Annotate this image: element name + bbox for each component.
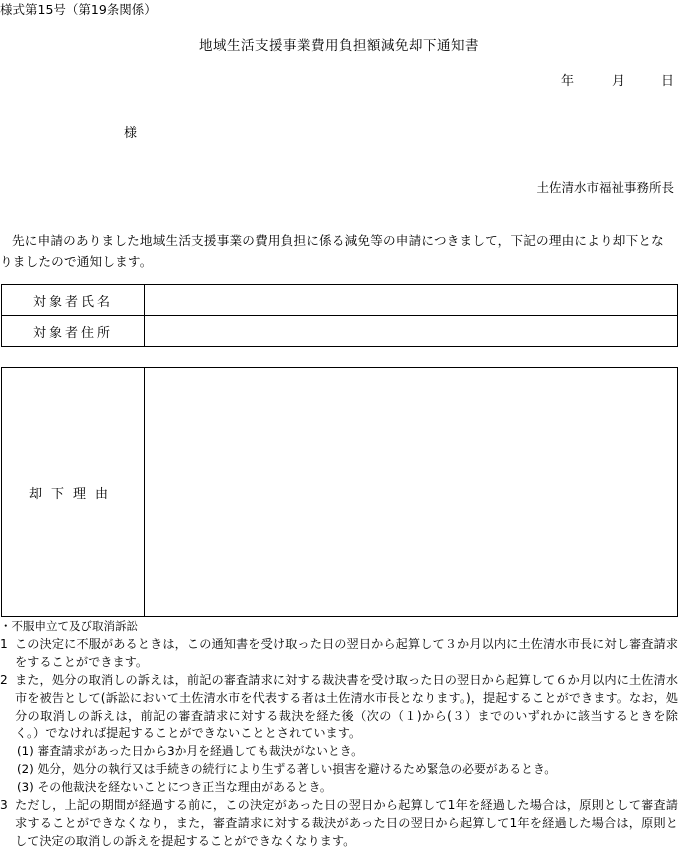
appeal-notes xyxy=(0,618,678,851)
note-item-3 xyxy=(0,797,678,851)
reason-row xyxy=(2,368,678,617)
name-row xyxy=(2,285,678,316)
addressee-suffix: 様 xyxy=(124,126,138,141)
reason-value-cell[interactable] xyxy=(145,368,678,617)
subitem-text: 処分，処分の執行又は手続きの続行により生ずる著しい損害を避けるため緊急の必要があるとき。 xyxy=(37,762,557,777)
subitem-number: (1) xyxy=(17,744,34,759)
note-text: ただし，上記の期間が経過する前に，この決定があった日の翌日から起算して1年を経過した場合は，原則として審査請求することができなくなり，また，審査請求に対する裁決があった日の翌日から起算して1年を経過した場合は，原則として決定の取消しの訴えを提起することができなくなります。 xyxy=(15,798,678,848)
note-number: 3 xyxy=(0,798,8,813)
note-item-1 xyxy=(0,636,678,672)
document-title: 地域生活支援事業費用負担額減免却下通知書 xyxy=(199,38,479,54)
date-year-label: 年 xyxy=(561,74,575,89)
notes-heading: ・不服申立て及び取消訴訟 xyxy=(0,619,138,633)
note-subitem-3 xyxy=(0,779,678,797)
date-day-label: 日 xyxy=(661,74,675,89)
date-month-label: 月 xyxy=(612,74,626,89)
note-number: 1 xyxy=(0,636,8,651)
subitem-number: (3) xyxy=(17,780,34,795)
address-value-cell[interactable] xyxy=(145,316,678,347)
sender-name: 土佐清水市福祉事務所長 xyxy=(536,180,674,195)
note-subitem-1 xyxy=(0,743,678,761)
reason-table xyxy=(1,367,678,617)
name-value-cell[interactable] xyxy=(145,285,678,316)
note-subitem-2 xyxy=(0,761,678,779)
subitem-text: 審査請求があった日から3か月を経過しても裁決がないとき。 xyxy=(37,744,363,759)
body-paragraph: 先に申請のありました地域生活支援事業の費用負担に係る減免等の申請につきまして，下記の理由により却下となりましたので通知します。 xyxy=(0,233,664,269)
subitem-number: (2) xyxy=(17,762,34,777)
reason-label: 却下理由 xyxy=(2,368,145,617)
form-number: 様式第15号（第19条関係） xyxy=(0,2,157,17)
note-number: 2 xyxy=(0,672,8,687)
note-text: この決定に不服があるときは，この通知書を受け取った日の翌日から起算して３か月以内に土佐清水市長に対し審査請求をすることができます。 xyxy=(15,636,678,669)
note-item-2 xyxy=(0,672,678,744)
name-label: 対象者氏名 xyxy=(2,285,145,316)
address-label: 対象者住所 xyxy=(2,316,145,347)
subitem-text: その他裁決を経ないことにつき正当な理由があるとき。 xyxy=(37,780,332,795)
subject-info-table xyxy=(1,284,678,347)
note-text: また，処分の取消しの訴えは，前記の審査請求に対する裁決書を受け取った日の翌日から起算して６か月以内に土佐清水市を被告として(訴訟において土佐清水市を代表する者は土佐清水市長となります。)，提起することができます。なお，処分の取消しの訴えは，前記の審査請求に対する裁決を経た後（次の（１)から(３）までのいずれかに該当するときを除く。）でなければ提起することができないこととされています。 xyxy=(15,672,678,741)
address-row xyxy=(2,316,678,347)
